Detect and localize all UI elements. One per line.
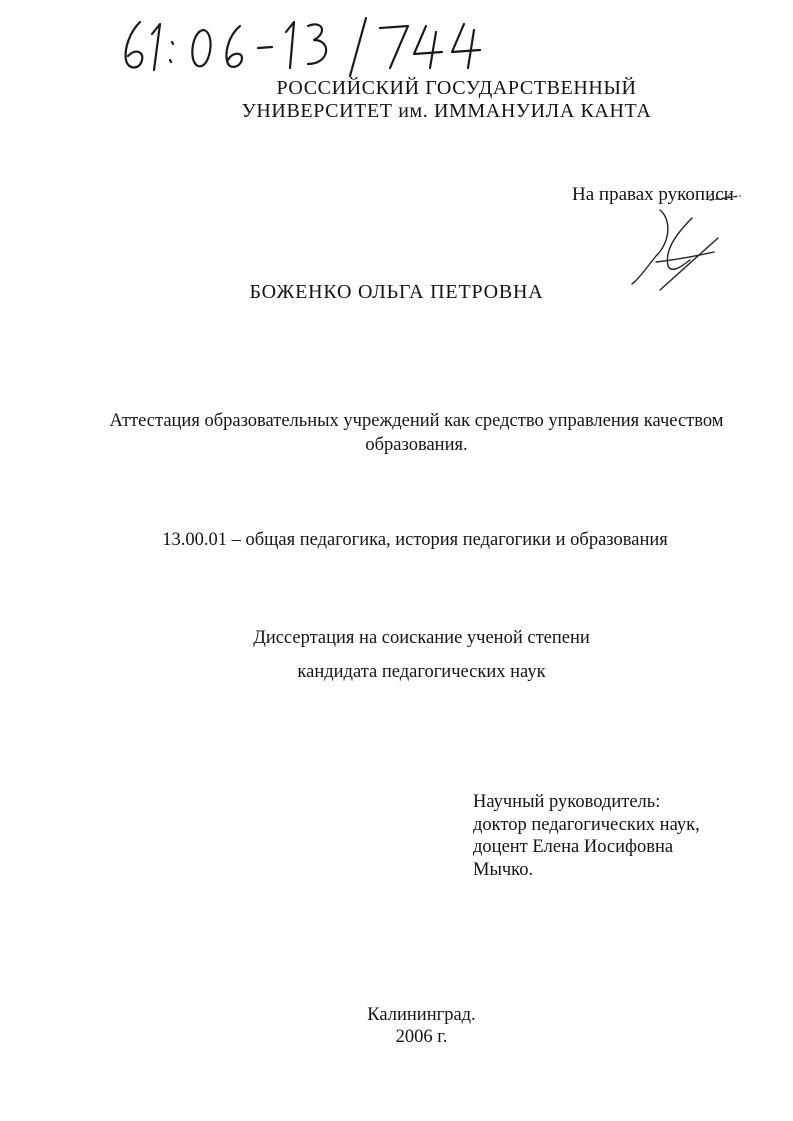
- year: 2006 г.: [395, 1027, 448, 1047]
- supervisor-block: [473, 791, 700, 881]
- author-name: БОЖЕНКО ОЛЬГА ПЕТРОВНА: [249, 281, 544, 303]
- signature-drawing: [620, 190, 750, 295]
- degree-line2: кандидата педагогических наук: [297, 662, 546, 682]
- supervisor-line3: доцент Елена Иосифовна: [473, 837, 674, 857]
- dissertation-title: Аттестация образовательных учреждений как средство управления качеством образования.: [109, 411, 724, 455]
- signature: [620, 190, 750, 295]
- supervisor-line2: доктор педагогических наук,: [473, 814, 700, 835]
- university-name-line2: УНИВЕРСИТЕТ им. ИММАНУИЛА КАНТА: [241, 100, 652, 122]
- specialty-code: 13.00.01 – общая педагогика, история педагогики и образования: [162, 530, 668, 550]
- degree-line1: Диссертация на соискание ученой степени: [253, 628, 590, 648]
- manuscript-label: На правах рукописи: [572, 184, 734, 205]
- supervisor-line4: Мычко.: [473, 859, 534, 880]
- city: Калининград.: [367, 1005, 476, 1025]
- supervisor-line1: Научный руководитель:: [473, 792, 661, 812]
- handwritten-number-drawing: [118, 14, 498, 78]
- university-name-line1: РОССИЙСКИЙ ГОСУДАРСТВЕННЫЙ: [276, 77, 637, 99]
- handwritten-archive-number: [118, 14, 498, 78]
